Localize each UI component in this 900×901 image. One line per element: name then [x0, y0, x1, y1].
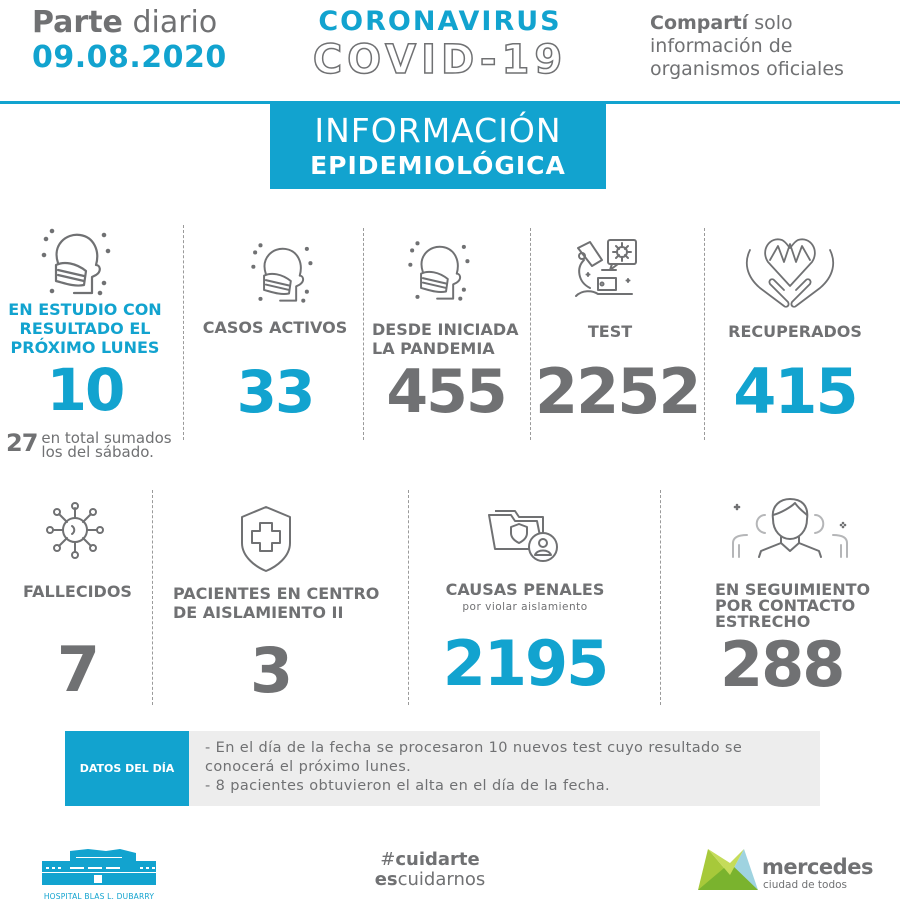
hashtag-rest: cuidarnos — [397, 869, 486, 890]
column-divider — [363, 228, 364, 440]
hospital-logo — [40, 845, 158, 901]
banner-line1: INFORMACIÓN — [314, 111, 562, 150]
stat-label-line: DESDE INICIADA — [372, 320, 519, 339]
banner-line2: EPIDEMIOLÓGICA — [310, 151, 566, 180]
hospital-name: HOSPITAL BLAS L. DUBARRY — [43, 892, 155, 901]
stat-label: CASOS ACTIVOS — [202, 318, 348, 337]
stat-value: 455 — [386, 357, 506, 427]
stat-value: 33 — [236, 358, 314, 426]
masked-head-icon — [38, 225, 112, 299]
stat-label-line: PRÓXIMO LUNES — [10, 338, 160, 357]
people-contact-icon — [725, 495, 855, 567]
stat-label-line: ESTRECHO — [715, 612, 811, 631]
city-name: mercedes — [762, 855, 873, 879]
hospital-building-icon — [40, 845, 158, 885]
stat-label: RECUPERADOS — [728, 322, 862, 341]
stat-value: 288 — [720, 628, 844, 701]
hashtag-hash: # — [380, 849, 396, 870]
daily-notes-panel — [65, 731, 820, 806]
folder-user-icon — [485, 505, 565, 567]
stat-tests — [535, 322, 700, 428]
note-line: los del sábado. — [41, 443, 154, 461]
column-divider — [408, 490, 409, 705]
stat-active-cases — [195, 318, 355, 426]
note-line: - 8 pacientes obtuvieron el alta en el día de la fecha. — [205, 778, 611, 794]
title-rest: diario — [122, 5, 218, 40]
report-title-block — [32, 6, 252, 76]
masked-head-icon — [405, 238, 471, 304]
stat-close-contact — [705, 580, 890, 701]
stat-value: 2195 — [442, 627, 608, 700]
city-tagline: ciudad de todos — [763, 879, 848, 891]
note-line: en total sumados — [41, 429, 172, 447]
topic-title — [300, 6, 580, 82]
stat-label — [5, 300, 165, 357]
note-line: - En el día de la fecha se procesaron 10 nuevos test cuyo resultado se — [205, 740, 743, 756]
masked-head-icon — [248, 240, 314, 306]
stat-value: 10 — [46, 356, 124, 424]
stat-label-line: POR CONTACTO — [715, 596, 856, 615]
stat-label: FALLECIDOS — [23, 582, 132, 601]
topic-line1: CORONAVIRUS — [318, 6, 562, 37]
stat-label-line: LA PANDEMIA — [372, 339, 495, 358]
topic-line2: COVID-19 — [312, 37, 568, 83]
stat-since-pandemic — [366, 320, 526, 427]
hashtag-bold: cuidarte — [395, 849, 480, 870]
hands-heart-icon — [740, 232, 840, 312]
mercedes-logo — [698, 845, 873, 894]
stat-deceased — [10, 582, 145, 706]
stat-label-line: EN SEGUIMIENTO — [715, 580, 871, 599]
stat-label-line: RESULTADO EL — [19, 319, 151, 338]
title-bold: Parte — [32, 5, 123, 40]
note-number: 27 — [6, 429, 38, 457]
daily-notes-tag: DATOS DEL DÍA — [65, 731, 189, 806]
stat-recovered — [715, 322, 875, 428]
share-rest: solo — [748, 12, 793, 34]
column-divider — [704, 228, 705, 440]
note-line: conocerá el próximo lunes. — [205, 759, 412, 775]
virus-icon — [45, 500, 105, 560]
stat-sublabel: por violar aislamiento — [462, 601, 588, 613]
stat-label — [165, 584, 395, 622]
share-notice — [650, 12, 890, 81]
stat-value: 415 — [733, 355, 857, 428]
stat-value: 3 — [250, 634, 292, 707]
share-line2: información de — [650, 35, 793, 57]
campaign-hashtag — [370, 850, 490, 890]
shield-cross-icon — [238, 505, 294, 573]
stat-label-line: DE AISLAMIENTO II — [173, 603, 344, 622]
stat-label-line: EN ESTUDIO CON — [8, 300, 162, 319]
share-bold: Compartí — [650, 12, 749, 34]
stat-value: 7 — [56, 633, 99, 706]
column-divider — [152, 490, 153, 705]
report-date: 09.08.2020 — [32, 40, 227, 75]
hashtag-bold-2: es — [374, 869, 398, 890]
stat-value: 2252 — [535, 355, 700, 428]
stat-criminal-cases — [420, 580, 630, 700]
share-line3: organismos oficiales — [650, 58, 844, 80]
microscope-virus-icon — [572, 238, 640, 304]
section-banner — [270, 101, 606, 189]
stat-label — [366, 320, 526, 358]
stat-label: TEST — [587, 322, 633, 341]
column-divider — [530, 228, 531, 440]
stat-label — [705, 582, 890, 630]
column-divider — [660, 490, 661, 705]
daily-notes-text — [205, 739, 805, 796]
mercedes-mountain-icon — [698, 845, 758, 890]
stat-isolation-center — [165, 584, 395, 707]
stat-label: CAUSAS PENALES — [445, 580, 605, 599]
stat-in-study — [5, 300, 165, 424]
column-divider — [183, 225, 184, 440]
stat-label-line: PACIENTES EN CENTRO — [173, 584, 380, 603]
stat-in-study-note — [6, 428, 186, 459]
